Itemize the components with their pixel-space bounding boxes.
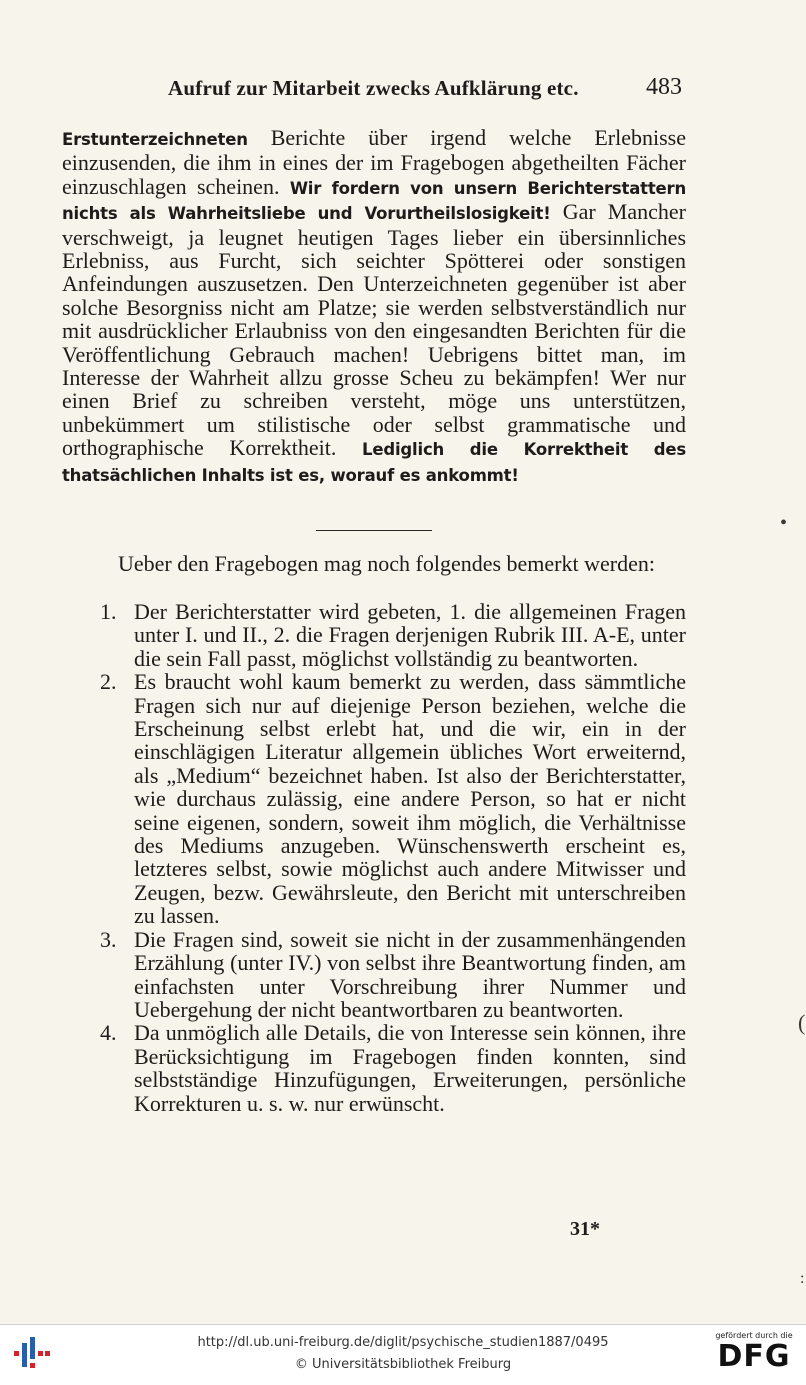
- list-item-text: Die Fragen sind, soweit sie nicht in der zusammenhängenden Erzählung (unter IV.) von selbst ihre Beantwortung finden, am einfachsten unter Vorschreibung ihrer Nummer und Uebergehung der nicht beantwortbaren zu beantworten.: [134, 926, 686, 1022]
- list-item-text: Der Berichterstatter wird gebeten, 1. die allgemeinen Fragen unter I. und II., 2. die Fragen derjenigen Rubrik III. A-E, unter die sein Fall passt, möglichst vollständig zu beantworten.: [134, 599, 686, 671]
- signature-mark: 31*: [570, 1218, 600, 1240]
- paragraph-1: [62, 126, 686, 487]
- edge-scan-mark: (: [798, 1010, 806, 1035]
- list-item-text: Es braucht wohl kaum bemerkt zu werden, dass sämmtliche Fragen sich nur auf diejenige Person beziehen, welche die Erscheinung selbst erlebt hat, und die wir, ein in der einschlägigen Literatur allgemein übliches Wort erweiternd, als „Medium“ bezeichnet haben. Ist also der Berichterstatter, wie durchaus zulässig, eine andere Person, so hat er nicht seine eigenen, sondern, soweit ihm möglich, die Verhältnisse des Mediums anzugeben. Wünschenswerth erscheint es, letzteres selbst, sowie möglichst auch andere Mitwisser und Zeugen, bezw. Gewährsleute, den Bericht mit unterschreiben zu lassen.: [134, 669, 686, 929]
- bold-run-start: Erstunterzeichneten: [62, 130, 248, 149]
- list-item-number: 2.: [100, 669, 117, 695]
- dfg-logo-icon: DFG: [717, 1339, 791, 1374]
- permalink-url[interactable]: http://dl.ub.uni-freiburg.de/diglit/psychische_studien1887/0495: [197, 1335, 609, 1350]
- dfg-caption: gefördert durch die: [715, 1331, 793, 1340]
- list-item: [98, 1021, 686, 1115]
- viewer-footer: [0, 1324, 806, 1385]
- list-item-text: Da unmöglich alle Details, die von Interesse sein können, ihre Berücksichtigung im Fragebogen finden konnten, sind selbstständige Hinzufügungen, Erweiterungen, persönliche Korrekturen u. s. w. nur erwünscht.: [134, 1020, 686, 1116]
- numbered-list: [98, 600, 686, 1115]
- list-item: [98, 670, 686, 927]
- page-number: 483: [646, 74, 682, 100]
- paragraph-intro: Ueber den Fragebogen mag noch folgendes bemerkt werden:: [118, 551, 655, 576]
- edge-scan-mark: :: [800, 1270, 805, 1287]
- bold-run-end: Lediglich die Korrektheit des thatsächlichen Inhalts ist es, worauf es ankommt!: [62, 440, 687, 485]
- copyright-notice: © Universitätsbibliothek Freiburg: [294, 1357, 512, 1372]
- list-item: [98, 928, 686, 1022]
- dfg-badge: [708, 1331, 800, 1381]
- running-header-title: Aufruf zur Mitarbeit zwecks Aufklärung etc.: [168, 76, 579, 100]
- section-divider-rule: [316, 530, 432, 531]
- list-item-number: 3.: [100, 926, 117, 952]
- list-item-number: 4.: [100, 1020, 117, 1046]
- margin-mark: •: [780, 512, 788, 534]
- text-run-a: Berichte über irgend welche Erlebnisse einzusenden, die ihm in eines der im Fragebogen abgetheilten Fächer einzuschlagen scheinen.: [62, 125, 686, 199]
- bold-run-mid: Wir fordern von unsern Berichterstattern nichts als Wahrheitsliebe und Vorurtheilslosigkeit!: [62, 178, 686, 224]
- text-run-b: Gar Mancher verschweigt, ja leugnet heutigen Tages lieber ein übersinnliches Erlebniss, aus Furcht, sich seichter Spötterei oder sonstigen Anfeindungen auszusetzen. Den Unterzeichneten gegenüber ist aber solche Besorgniss nicht am Platze; sie werden selbstverständlich nur mit ausdrücklicher Erlaubniss von den eingesandten Berichten für die Veröffentlichung Gebrauch machen! Uebrigens bittet man, im Interesse der Wahrheit allzu grosse Scheu zu bekämpfen! Wer nur einen Brief zu schreiben versteht, möge uns unterstützen, unbekümmert um stilistische oder selbst grammatische und orthographische Korrektheit.: [62, 199, 686, 461]
- list-item: [98, 600, 686, 670]
- list-item-number: 1.: [100, 599, 117, 624]
